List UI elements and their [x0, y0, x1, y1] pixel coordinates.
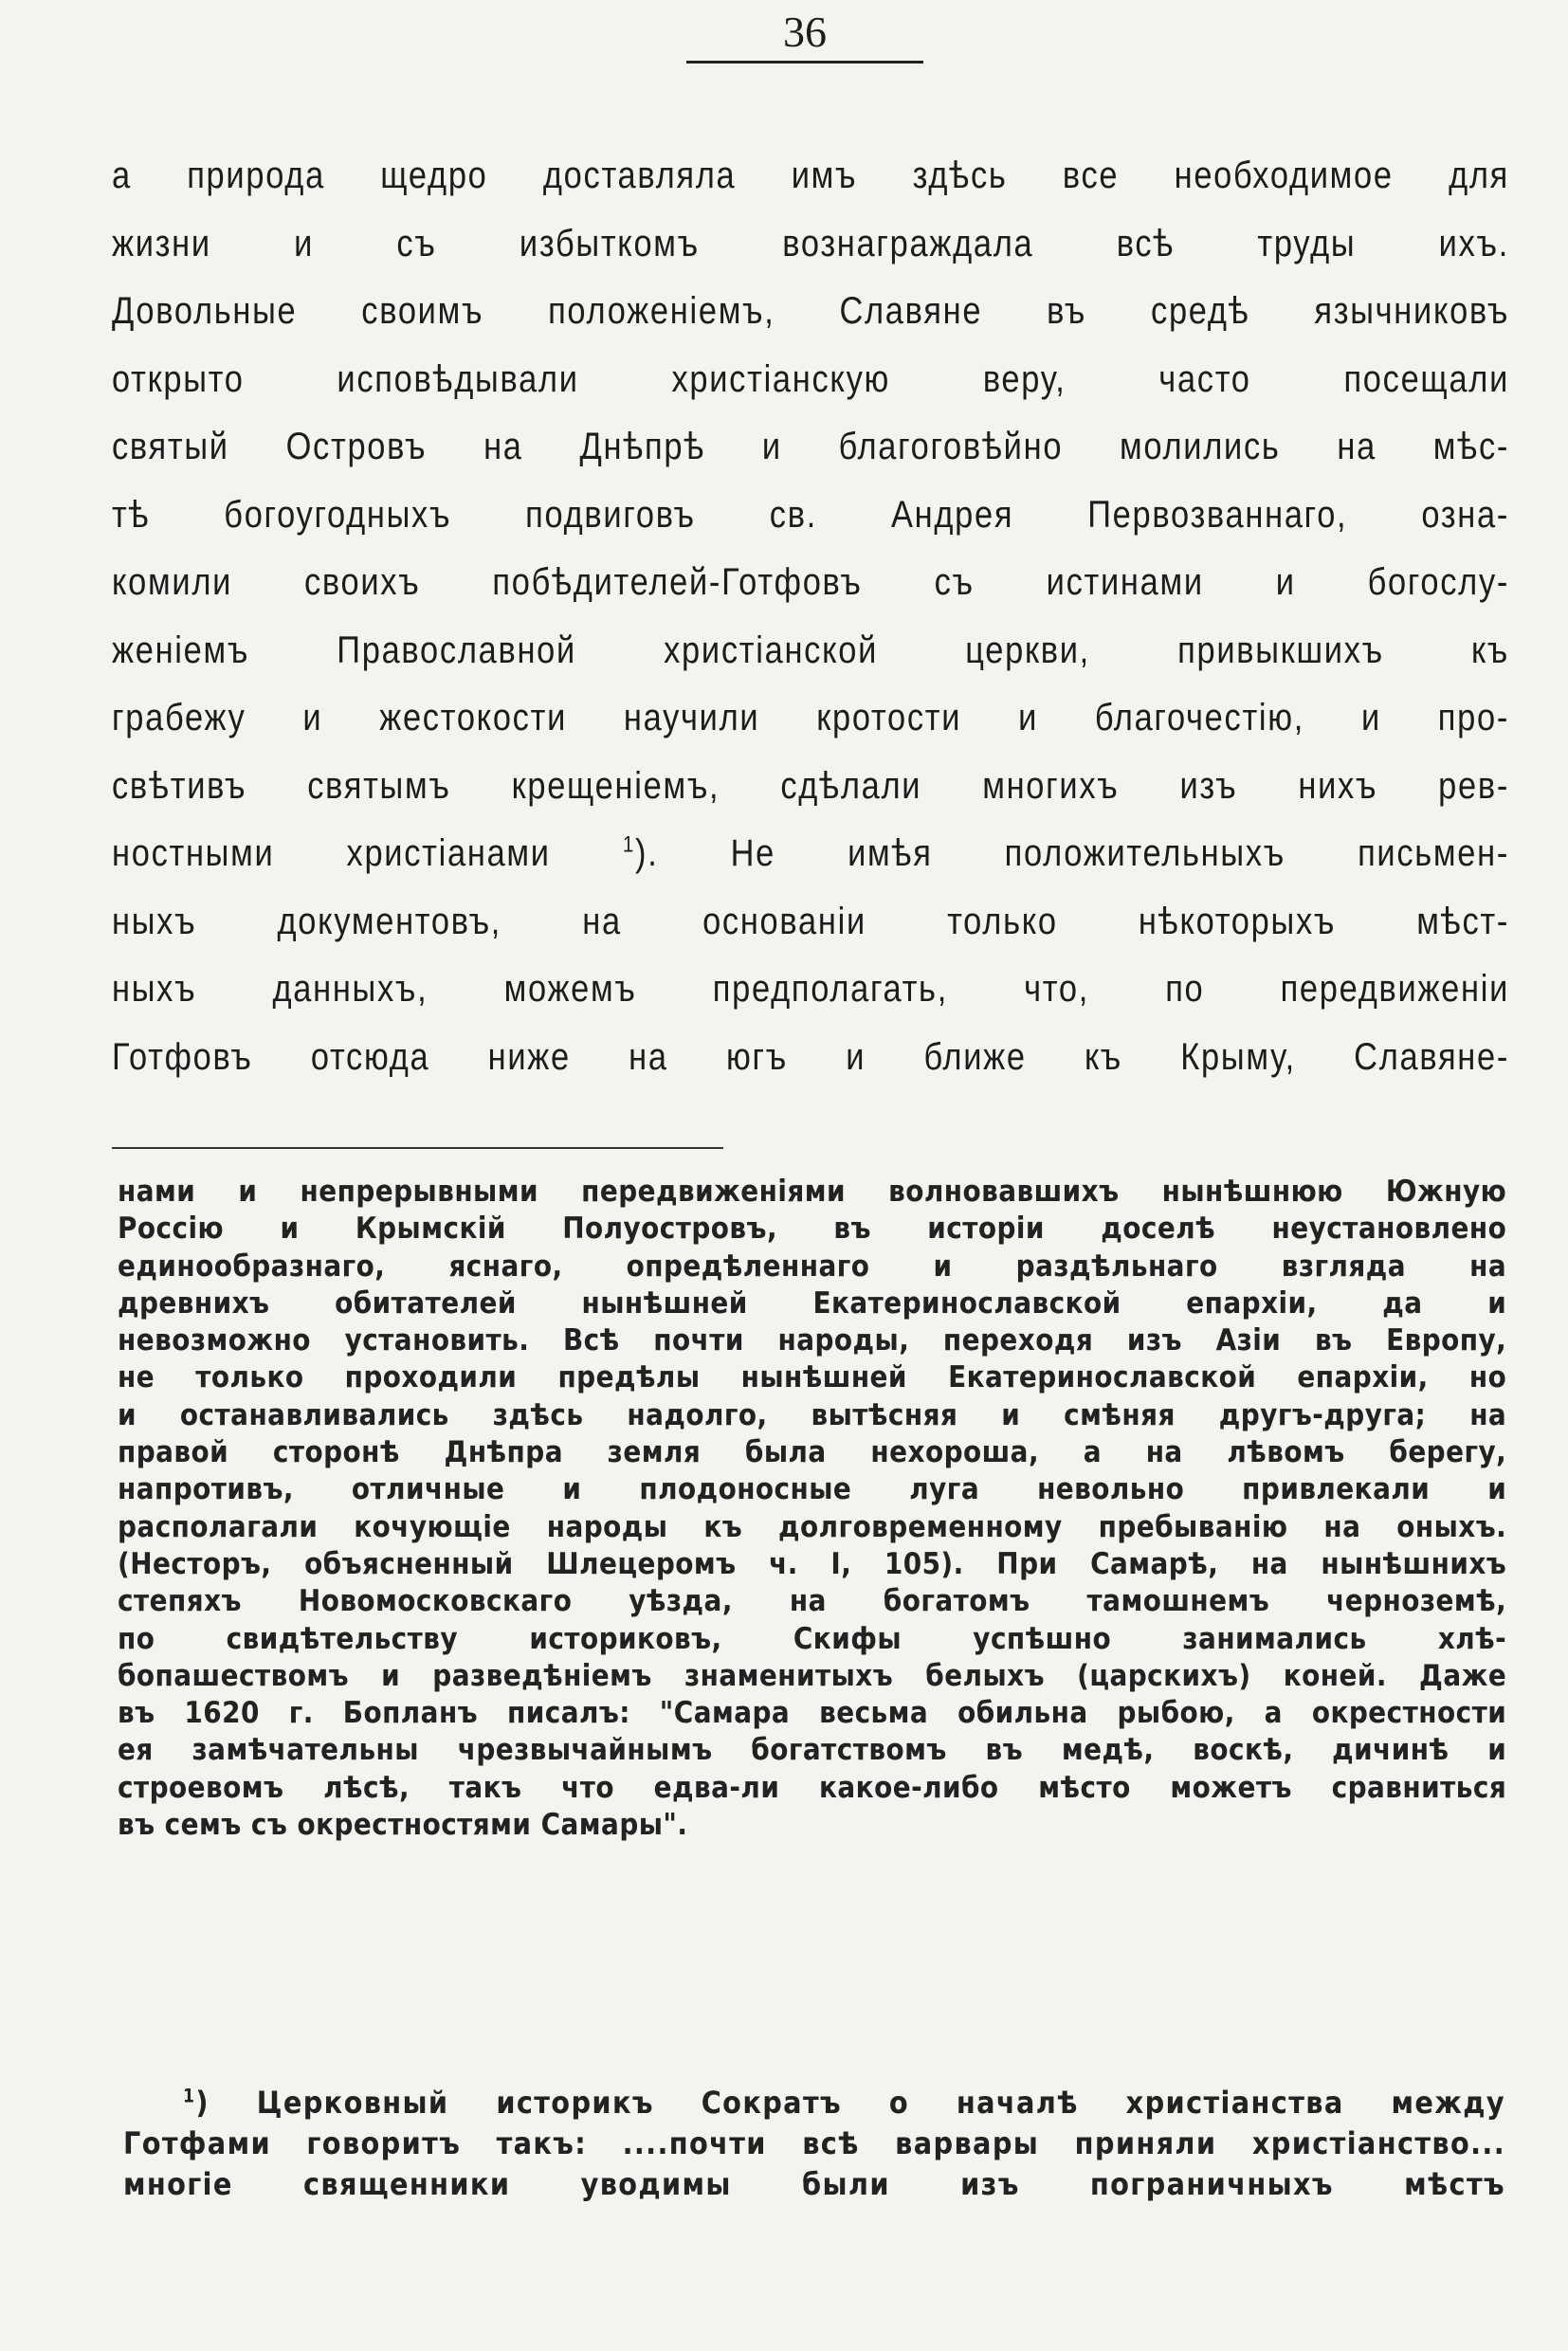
page-number-underline	[686, 61, 923, 64]
main-text-line: комили своихъ побѣдителей-Готфовъ съ истинами и богослу-	[112, 561, 1510, 603]
footnote-separator	[112, 1147, 723, 1149]
footnote-line	[123, 2083, 1505, 2123]
main-text-line: Довольные своимъ положеніемъ, Славяне въ средѣ язычниковъ	[112, 290, 1510, 332]
footnote-line: нами и непрерывными передвиженіями волновавшихъ нынѣшнюю Южную	[118, 1175, 1507, 1209]
main-text-line-with-footnote	[112, 820, 1509, 888]
main-text-line: а природа щедро доставляла имъ здѣсь все необходимое для	[112, 155, 1510, 196]
main-text-line: свѣтивъ святымъ крещеніемъ, сдѣлали многихъ изъ нихъ рев-	[112, 764, 1510, 807]
footnote-line: въ 1620 г. Бопланъ писалъ: "Самара весьма обильна рыбою, а окрестности	[118, 1696, 1507, 1731]
main-text-line: грабежу и жестокости научили кротости и благочестію, и про-	[112, 697, 1510, 738]
footnote-line: степяхъ Новомосковскаго уѣзда, на богатомъ тамошнемъ черноземѣ,	[118, 1584, 1507, 1619]
main-text-line: ныхъ данныхъ, можемъ предполагать, что, по передвиженіи	[112, 968, 1510, 1010]
footnote-line: ея замѣчательны чрезвычайнымъ богатствомъ въ медѣ, воскѣ, дичинѣ и	[118, 1733, 1507, 1768]
footnote-line: единообразнаго, яснаго, опредѣленнаго и раздѣльнаго взгляда на	[118, 1248, 1507, 1284]
footnote-line: невозможно установить. Всѣ почти народы, переходя изъ Азіи въ Европу,	[118, 1323, 1507, 1358]
footnote-1	[123, 2083, 1505, 2205]
main-text-segment: ностными христіанами	[112, 832, 551, 874]
main-text-line: открыто исповѣдывали христіанскую веру, часто посещали	[112, 357, 1510, 400]
footnote-line: въ семъ съ окрестностями Самары".	[118, 1808, 688, 1843]
footnote-marker: 1	[183, 2085, 196, 2107]
footnote-reference: 1	[622, 831, 636, 858]
page-number: 36	[783, 8, 827, 56]
main-text-block	[112, 142, 1509, 1091]
main-text-line: жизни и съ избыткомъ вознаграждала всѣ труды ихъ.	[112, 222, 1510, 264]
main-text-segment: ). Не имѣя положительныхъ письмен-	[635, 832, 1510, 874]
footnote-line: многіе священники уводимы были изъ пограничныхъ мѣстъ	[123, 2166, 1505, 2202]
footnote-line: древнихъ обитателей нынѣшней Екатеринославской епархіи, да и	[118, 1285, 1507, 1321]
main-text-line: святый Островъ на Днѣпрѣ и благоговѣйно молились на мѣс-	[112, 426, 1510, 467]
footnote-line: Россію и Крымскій Полуостровъ, въ исторіи доселѣ неустановлено	[118, 1212, 1507, 1247]
footnote-line: правой сторонѣ Днѣпра земля была нехороша, а на лѣвомъ берегу,	[118, 1435, 1507, 1470]
footnote-line-text: ) Церковный историкъ Сократъ о началѣ христіанства между	[195, 2085, 1506, 2121]
main-text-line: тѣ богоугодныхъ подвиговъ св. Андрея Первозваннаго, озна-	[112, 493, 1510, 536]
footnote-line: по свидѣтельству историковъ, Скифы успѣшно занимались хлѣ-	[118, 1621, 1507, 1656]
footnote-continuation	[118, 1174, 1506, 1844]
main-text-line: ныхъ документовъ, на основаніи только нѣкоторыхъ мѣст-	[112, 900, 1510, 942]
footnote-line: располагали кочующіе народы къ долговременному пребыванію на оныхъ.	[118, 1509, 1507, 1544]
footnote-line: не только проходили предѣлы нынѣшней Екатеринославской епархіи, но	[118, 1360, 1507, 1395]
footnote-line: Готфами говоритъ такъ: ....почти всѣ варвары приняли христіанство...	[123, 2125, 1505, 2161]
main-text-line: Готфовъ отсюда ниже на югъ и ближе къ Крыму, Славяне-	[112, 1035, 1510, 1078]
footnote-line: и останавливались здѣсь надолго, вытѣсняя и смѣняя другъ-друга; на	[118, 1397, 1507, 1432]
footnote-line: строевомъ лѣсѣ, такъ что едва-ли какое-либо мѣсто можетъ сравниться	[118, 1770, 1507, 1805]
footnote-line: напротивъ, отличные и плодоносные луга невольно привлекали и	[118, 1472, 1507, 1507]
footnote-line: бопашествомъ и разведѣніемъ знаменитыхъ белыхъ (царскихъ) коней. Даже	[118, 1658, 1507, 1693]
main-text-line: женіемъ Православной христіанской церкви, привыкшихъ къ	[112, 629, 1510, 671]
footnote-line: (Несторъ, объясненный Шлецеромъ ч. I, 105). При Самарѣ, на нынѣшнихъ	[118, 1546, 1507, 1581]
